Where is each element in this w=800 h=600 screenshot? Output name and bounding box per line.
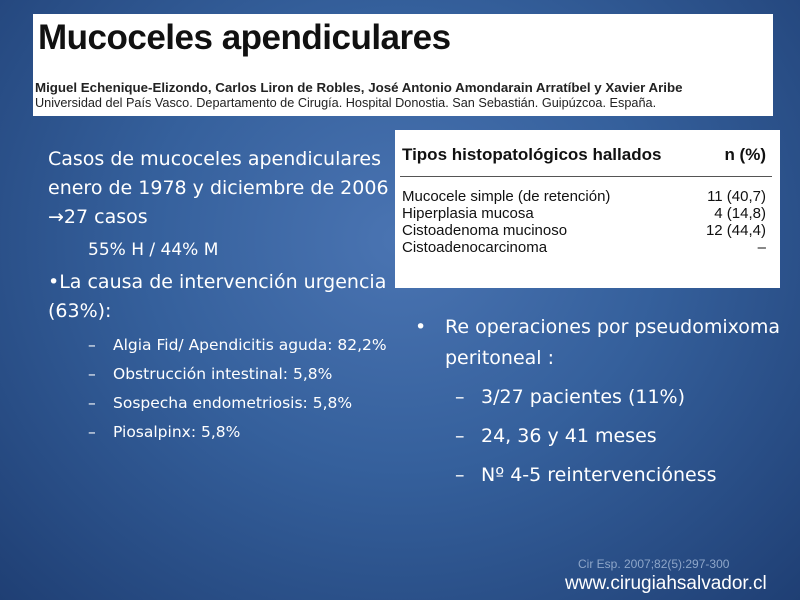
article-affiliation: Universidad del País Vasco. Departamento de Cirugía. Hospital Donostia. San Sebastián. Guipúzcoa. España. — [35, 96, 657, 110]
list-item — [88, 392, 393, 414]
left-column — [48, 145, 393, 450]
dash-icon: – — [88, 365, 96, 383]
table-row-value: 4 (14,8) — [714, 205, 766, 222]
list-item-text: Nº 4-5 reintervencióness — [481, 464, 717, 486]
case-count: 27 casos — [63, 206, 148, 228]
table-row — [402, 188, 766, 205]
list-item-text: Algia Fid/ Apendicitis aguda: 82,2% — [113, 336, 387, 354]
table-header — [402, 145, 766, 165]
list-item — [88, 421, 393, 443]
list-item — [88, 334, 393, 356]
cause-text: La causa de intervención urgencia (63%): — [48, 271, 387, 322]
table-body — [402, 188, 766, 256]
arrow-icon: → — [48, 206, 64, 228]
table-row-value: 11 (40,7) — [707, 188, 766, 205]
bullet-icon: • — [415, 316, 427, 338]
table-row-value: 12 (44,4) — [705, 222, 766, 239]
cause-list — [88, 334, 393, 443]
table-row-label: Cistoadenoma mucinoso — [402, 222, 568, 239]
table-row-label: Hiperplasia mucosa — [402, 205, 534, 222]
table-header-n: n (%) — [724, 145, 766, 164]
table-row — [402, 205, 766, 222]
table-divider — [400, 176, 772, 177]
table-row — [402, 222, 766, 239]
dash-icon: – — [455, 386, 465, 408]
reoperation-heading-text: Re operaciones por pseudomixoma peritoneal : — [445, 316, 781, 369]
table-row — [402, 239, 766, 256]
intro-text: Casos de mucoceles apendiculares enero de 1978 y diciembre de 2006 — [48, 148, 389, 199]
list-item-text: Piosalpinx: 5,8% — [113, 423, 241, 441]
dash-icon: – — [455, 425, 465, 447]
list-item-text: 24, 36 y 41 meses — [481, 425, 657, 447]
sex-ratio: 55% H / 44% M — [88, 240, 219, 260]
dash-icon: – — [88, 394, 96, 412]
citation: Cir Esp. 2007;82(5):297-300 — [578, 557, 730, 571]
table-row-label: Mucocele simple (de retención) — [402, 188, 611, 205]
reoperation-heading — [415, 312, 785, 374]
list-item-text: 3/27 pacientes (11%) — [481, 386, 685, 408]
table-row-label: Cistoadenocarcinoma — [402, 239, 548, 256]
table-row-value: – — [757, 239, 766, 256]
table-header-label: Tipos histopatológicos hallados — [402, 145, 662, 164]
list-item — [88, 363, 393, 385]
list-item-text: Obstrucción intestinal: 5,8% — [113, 365, 333, 383]
list-item — [415, 382, 785, 413]
bullet-icon: • — [48, 271, 60, 293]
article-header — [33, 14, 773, 116]
right-column — [415, 312, 785, 491]
cause-paragraph — [48, 268, 393, 326]
histopathology-table — [395, 130, 780, 288]
dash-icon: – — [88, 423, 96, 441]
article-title: Mucoceles apendiculares — [38, 18, 451, 57]
dash-icon: – — [88, 336, 96, 354]
list-item — [415, 460, 785, 491]
intro-paragraph — [48, 145, 393, 232]
website-link[interactable]: www.cirugiahsalvador.cl — [565, 573, 767, 594]
list-item — [415, 421, 785, 452]
article-authors: Miguel Echenique-Elizondo, Carlos Liron de Robles, José Antonio Amondarain Arratíbel y Xavier Aribe — [35, 80, 683, 95]
dash-icon: – — [455, 464, 465, 486]
list-item-text: Sospecha endometriosis: 5,8% — [113, 394, 353, 412]
